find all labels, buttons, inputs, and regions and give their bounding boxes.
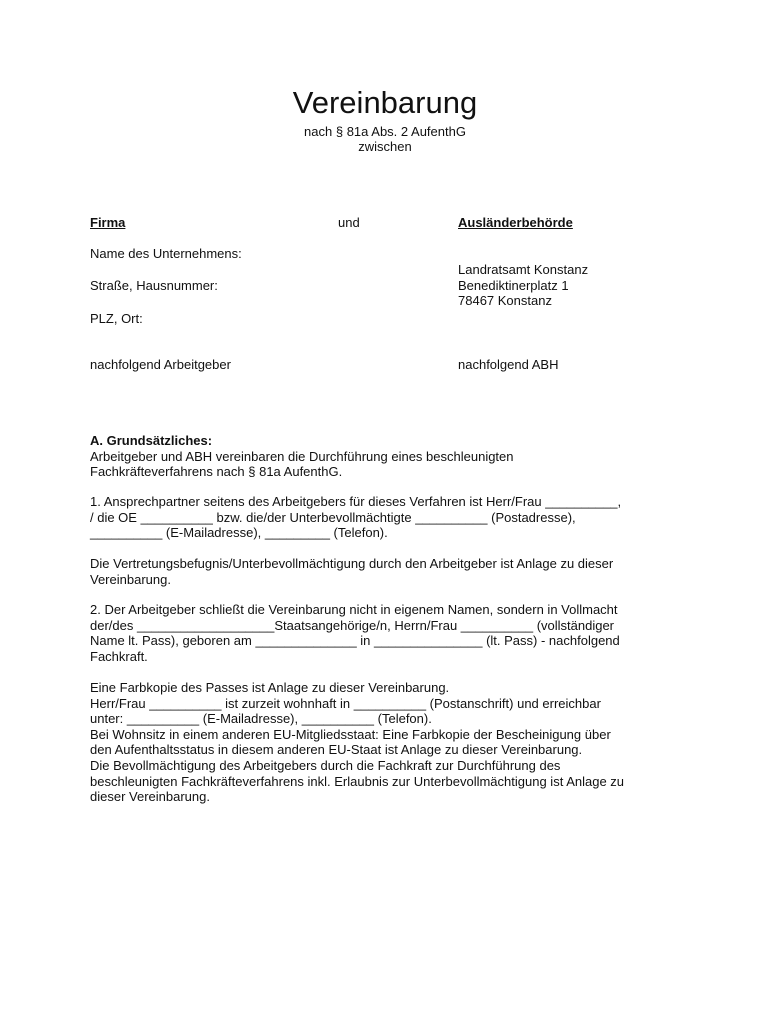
- document-subtitle: [0, 124, 770, 154]
- text-line: unter: __________ (E-Mailadresse), __________ (Telefon).: [90, 711, 432, 727]
- employer-alias: nachfolgend Arbeitgeber: [90, 357, 231, 372]
- zip-city-label: PLZ, Ort:: [90, 311, 143, 326]
- text-line: den Aufenthaltsstatus in diesem anderen EU-Staat ist Anlage zu dieser Vereinbarung.: [90, 742, 583, 758]
- authority-city: 78467 Konstanz: [458, 293, 552, 308]
- text-line: Vereinbarung.: [90, 571, 171, 587]
- text-line: Fachkraft.: [90, 648, 148, 664]
- street-label: Straße, Hausnummer:: [90, 278, 218, 293]
- authority-heading: Ausländerbehörde: [458, 215, 573, 230]
- text-line: Name lt. Pass), geboren am ______________ in _______________ (lt. Pass) - nachfolgend: [90, 633, 620, 649]
- company-heading: Firma: [90, 215, 126, 230]
- text-line: Fachkräfteverfahrens nach § 81a AufenthG.: [90, 464, 343, 480]
- text-line: Herr/Frau __________ ist zurzeit wohnhaft in __________ (Postanschrift) und erreichbar: [90, 695, 601, 711]
- text-line: 1. Ansprechpartner seitens des Arbeitgebers für dieses Verfahren ist Herr/Frau __________,: [90, 494, 622, 509]
- text-line: Die Vertretungsbefugnis/Unterbevollmächtigung durch den Arbeitgeber ist Anlage zu dieser: [90, 556, 614, 571]
- text-line: Eine Farbkopie des Passes ist Anlage zu dieser Vereinbarung.: [90, 680, 450, 695]
- text-line: Arbeitgeber und ABH vereinbaren die Durchführung eines beschleunigten: [90, 448, 514, 464]
- text-line: __________ (E-Mailadresse), _________ (Telefon).: [90, 525, 388, 541]
- document-title: Vereinbarung: [292, 85, 478, 120]
- paragraph-passport-residence: [90, 680, 690, 805]
- section-a-heading: A. Grundsätzliches:: [90, 433, 213, 448]
- paragraph-contact-person: [90, 494, 690, 541]
- text-line: Bei Wohnsitz in einem anderen EU-Mitgliedsstaat: Eine Farbkopie der Bescheinigung über: [90, 726, 611, 742]
- text-line: der/des ___________________Staatsangehörige/n, Herrn/Frau __________ (vollständiger: [90, 617, 615, 633]
- subtitle-line-legal-basis: nach § 81a Abs. 2 AufenthG: [304, 124, 466, 139]
- paragraph-authorization: [90, 556, 690, 587]
- text-line: / die OE __________ bzw. die/der Unterbevollmächtigte __________ (Postadresse),: [90, 509, 576, 525]
- authority-alias: nachfolgend ABH: [458, 357, 559, 372]
- text-line: beschleunigten Fachkräfteverfahrens inkl. Erlaubnis zur Unterbevollmächtigung ist Anlage zu: [90, 773, 625, 789]
- company-name-label: Name des Unternehmens:: [90, 246, 242, 261]
- section-a-intro: [90, 433, 690, 480]
- authority-name: Landratsamt Konstanz: [458, 262, 589, 277]
- text-line: Die Bevollmächtigung des Arbeitgebers durch die Fachkraft zur Durchführung des: [90, 757, 561, 773]
- paragraph-power-of-attorney: [90, 602, 690, 664]
- authority-street: Benediktinerplatz 1: [458, 278, 569, 293]
- connector-und: und: [338, 215, 360, 230]
- text-line: dieser Vereinbarung.: [90, 789, 210, 805]
- subtitle-line-between: zwischen: [358, 139, 412, 154]
- text-line: 2. Der Arbeitgeber schließt die Vereinbarung nicht in eigenem Namen, sondern in Vollmacht: [90, 602, 618, 617]
